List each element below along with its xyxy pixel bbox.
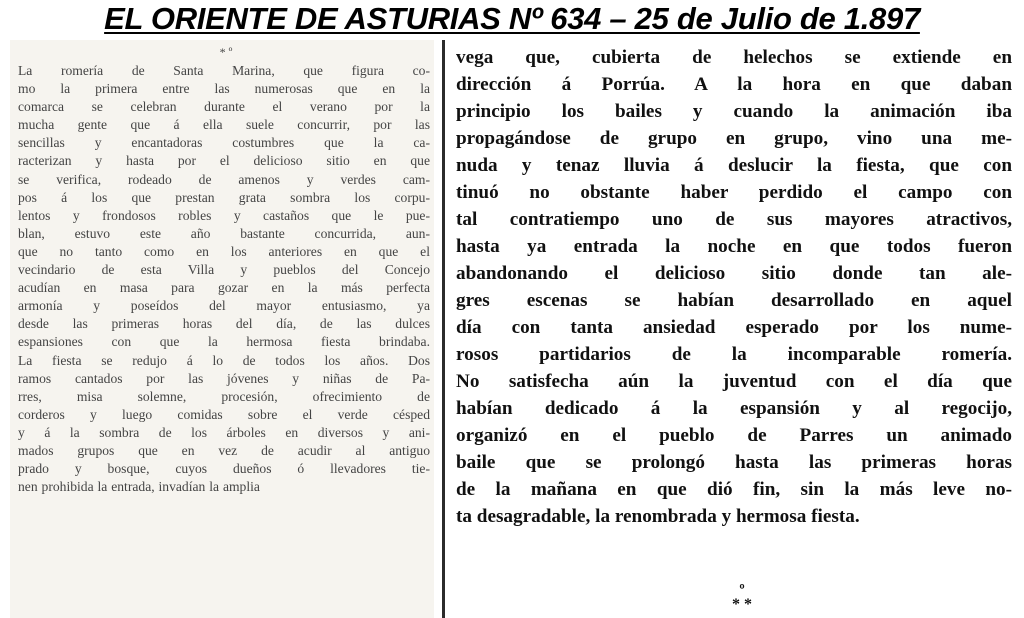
- text-line: nen prohibida la entrada, invadían la amplia: [18, 479, 260, 495]
- text-line: gres escenas se habían desarrollado en aquel: [456, 290, 1012, 311]
- text-line: mucha gente que á ella suele concurrir, por las: [18, 117, 430, 133]
- ornament-ring: º: [739, 582, 745, 599]
- text-line: principio los bailes y cuando la animación iba: [456, 101, 1012, 122]
- text-line: habían dedicado á la espansión y al regocijo,: [456, 398, 1012, 419]
- text-line: desde las primeras horas del día, de las dulces: [18, 316, 430, 332]
- text-line: mo la primera entre las numerosas que en la: [18, 81, 430, 97]
- text-line: que no tanto como en los anteriores en que el: [18, 243, 430, 259]
- newspaper-title: [0, 0, 1024, 38]
- text-line: acudían en masa para gozar en la más perfecta: [18, 280, 430, 296]
- ornament-asterism-top: * º: [219, 45, 233, 59]
- text-line: tinuó no obstante haber perdido el campo con: [456, 182, 1012, 203]
- text-line: rosos partidarios de la incomparable romería.: [456, 344, 1012, 365]
- text-line: sencillas y encantadoras costumbres que la ca-: [18, 135, 430, 151]
- left-column-text: [18, 62, 430, 496]
- text-line: día con tanta ansiedad esperado por los nume-: [456, 317, 1012, 338]
- text-line: espansiones con que la hermosa fiesta brindaba.: [18, 334, 430, 350]
- text-line: blan, estuvo este año bastante concurrida, aun-: [18, 225, 430, 241]
- text-line: tal contratiempo uno de sus mayores atractivos,: [456, 209, 1012, 230]
- right-column: [452, 40, 1016, 618]
- text-line: prado y bosque, cuyos dueños ó llevadores tie-: [18, 461, 430, 477]
- left-column: [10, 40, 434, 618]
- text-line: y á la sombra de los árboles en diversos y ani-: [18, 424, 430, 440]
- text-line: armonía y poseídos del mayor entusiasmo, ya: [18, 298, 430, 314]
- text-line: No satisfecha aún la juventud con el día que: [456, 371, 1012, 392]
- text-line: pos á los que prestan grata sombra los corpu-: [18, 189, 430, 205]
- text-line: dirección á Porrúa. A la hora en que daban: [456, 74, 1012, 95]
- text-line: hasta ya entrada la noche en que todos fueron: [456, 236, 1012, 257]
- ornament-asterism-bottom: [702, 584, 782, 614]
- column-divider: [442, 40, 445, 618]
- text-line: organizó en el pueblo de Parres un animado: [456, 425, 1012, 446]
- text-line: se verifica, rodeado de amenos y verdes cam-: [18, 171, 430, 187]
- text-line: nuda y tenaz lluvia á deslucir la fiesta, que con: [456, 155, 1012, 176]
- text-line: vega que, cubierta de helechos se extiende en: [456, 47, 1012, 68]
- newspaper-title-text: EL ORIENTE DE ASTURIAS Nº 634 – 25 de Julio de 1.897: [104, 1, 920, 36]
- text-line: La fiesta se redujo á lo de todos los años. Dos: [18, 352, 430, 368]
- text-line: baile que se prolongó hasta las primeras horas: [456, 452, 1012, 473]
- text-line: rres, misa solemne, procesión, ofrecimiento de: [18, 388, 430, 404]
- text-line: vecindario de esta Villa y pueblos del Concejo: [18, 262, 430, 278]
- text-line: lentos y frondosos robles y castaños que le pue-: [18, 207, 430, 223]
- text-line: propagándose de grupo en grupo, vino una me-: [456, 128, 1012, 149]
- ornament-stars: * *: [732, 596, 752, 613]
- text-line: mados grupos que en vez de acudir al antiguo: [18, 442, 430, 458]
- text-line: ramos cantados por las jóvenes y niñas de Pa-: [18, 370, 430, 386]
- right-column-text: [456, 44, 1012, 530]
- text-line: comarca se celebran durante el verano por la: [18, 99, 430, 115]
- text-line: de la mañana en que dió fin, sin la más leve no-: [456, 479, 1012, 500]
- text-line: corderos y luego comidas sobre el verde césped: [18, 406, 430, 422]
- text-line: racterizan y hasta por el delicioso sitio en que: [18, 153, 430, 169]
- text-line: abandonando el delicioso sitio donde tan ale-: [456, 263, 1012, 284]
- text-line: La romería de Santa Marina, que figura co-: [18, 63, 430, 78]
- text-line: ta desagradable, la renombrada y hermosa fiesta.: [456, 506, 860, 527]
